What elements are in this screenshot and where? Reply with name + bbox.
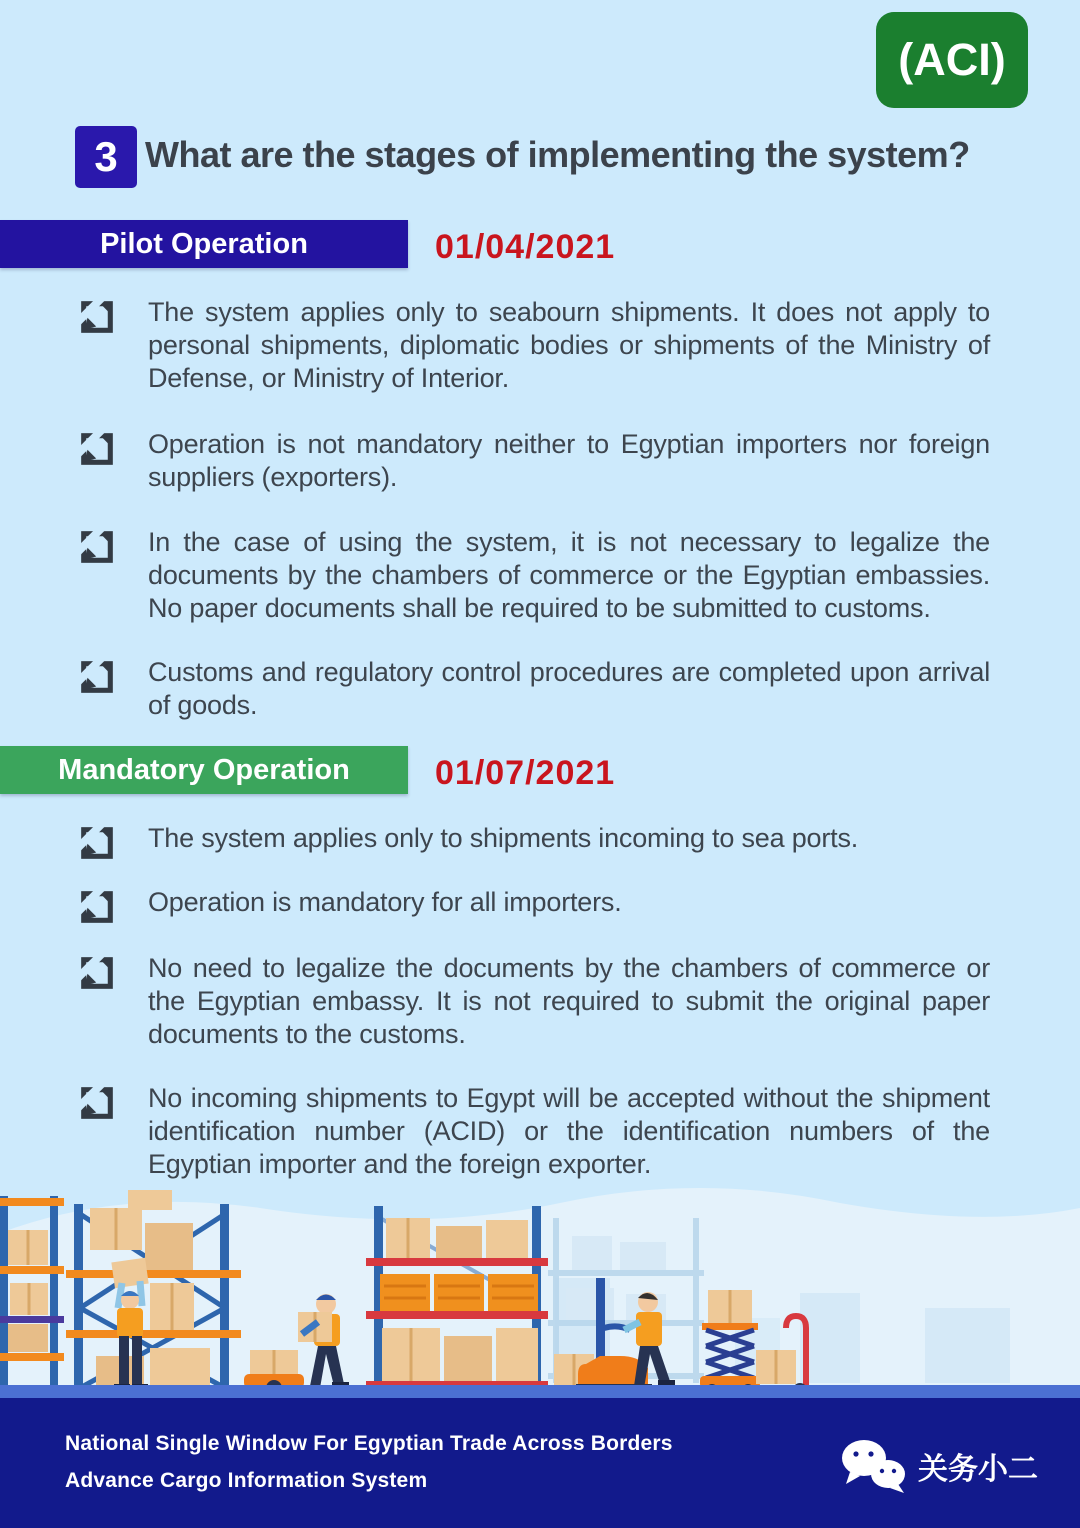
bullet-text: Operation is not mandatory neither to Egyptian importers nor foreign suppliers (exporters).	[148, 429, 990, 492]
list-item	[78, 822, 990, 862]
bullet-text: The system applies only to shipments incoming to sea ports.	[148, 823, 859, 853]
warehouse-illustration	[0, 1178, 1080, 1398]
list-item	[78, 886, 990, 926]
mandatory-operation-label: Mandatory Operation	[58, 753, 350, 786]
bullet-text: Customs and regulatory control procedures are completed upon arrival of goods.	[148, 657, 990, 720]
footer-bar	[0, 1398, 1080, 1528]
list-item	[78, 526, 990, 625]
bullet-text: Operation is mandatory for all importers.	[148, 887, 622, 917]
footer-line2: Advance Cargo Information System	[65, 1469, 428, 1492]
shipment-box-icon	[78, 888, 116, 926]
shipment-box-icon	[78, 1084, 116, 1122]
shipment-box-icon	[78, 430, 116, 468]
list-item	[78, 428, 990, 494]
section-number-box	[75, 126, 137, 188]
wechat-account-block	[840, 1438, 1038, 1494]
pilot-operation-banner	[0, 220, 408, 268]
shipment-box-icon	[78, 298, 116, 336]
mandatory-operation-date: 01/07/2021	[435, 754, 616, 792]
pilot-operation-date: 01/04/2021	[435, 228, 616, 266]
bullet-text: The system applies only to seabourn shipments. It does not apply to personal shipments, diplomatic bodies or shipments of the Ministry of Defense, or Ministry of Interior.	[148, 297, 990, 393]
page-title: What are the stages of implementing the system?	[145, 134, 970, 175]
shipment-box-icon	[78, 528, 116, 566]
list-item	[78, 952, 990, 1051]
section-number: 3	[94, 133, 118, 180]
bullet-text: No need to legalize the documents by the chambers of commerce or the Egyptian embassy. It is not required to submit the original paper documents to the customs.	[148, 953, 990, 1049]
aci-badge	[876, 12, 1028, 108]
list-item	[78, 656, 990, 722]
bullet-text: In the case of using the system, it is not necessary to legalize the documents by the chambers of commerce or the Egyptian embassies. No paper documents shall be required to be submitted to customs.	[148, 527, 990, 623]
pilot-operation-label: Pilot Operation	[100, 227, 308, 260]
footer-line1: National Single Window For Egyptian Trade Across Borders	[65, 1432, 673, 1455]
shipment-box-icon	[78, 954, 116, 992]
bullet-text: No incoming shipments to Egypt will be accepted without the shipment identification number (ACID) or the identification numbers of the Egyptian importer and the foreign exporter.	[148, 1083, 990, 1179]
shipment-box-icon	[78, 658, 116, 696]
aci-badge-label: (ACI)	[898, 34, 1006, 85]
shipment-box-icon	[78, 824, 116, 862]
mandatory-operation-banner	[0, 746, 408, 794]
list-item	[78, 1082, 990, 1181]
heading-row	[75, 126, 1035, 190]
wechat-icon	[840, 1438, 908, 1494]
footer-text	[65, 1432, 673, 1493]
list-item	[78, 296, 990, 395]
wechat-account-name: 关务小二	[918, 1453, 1038, 1486]
